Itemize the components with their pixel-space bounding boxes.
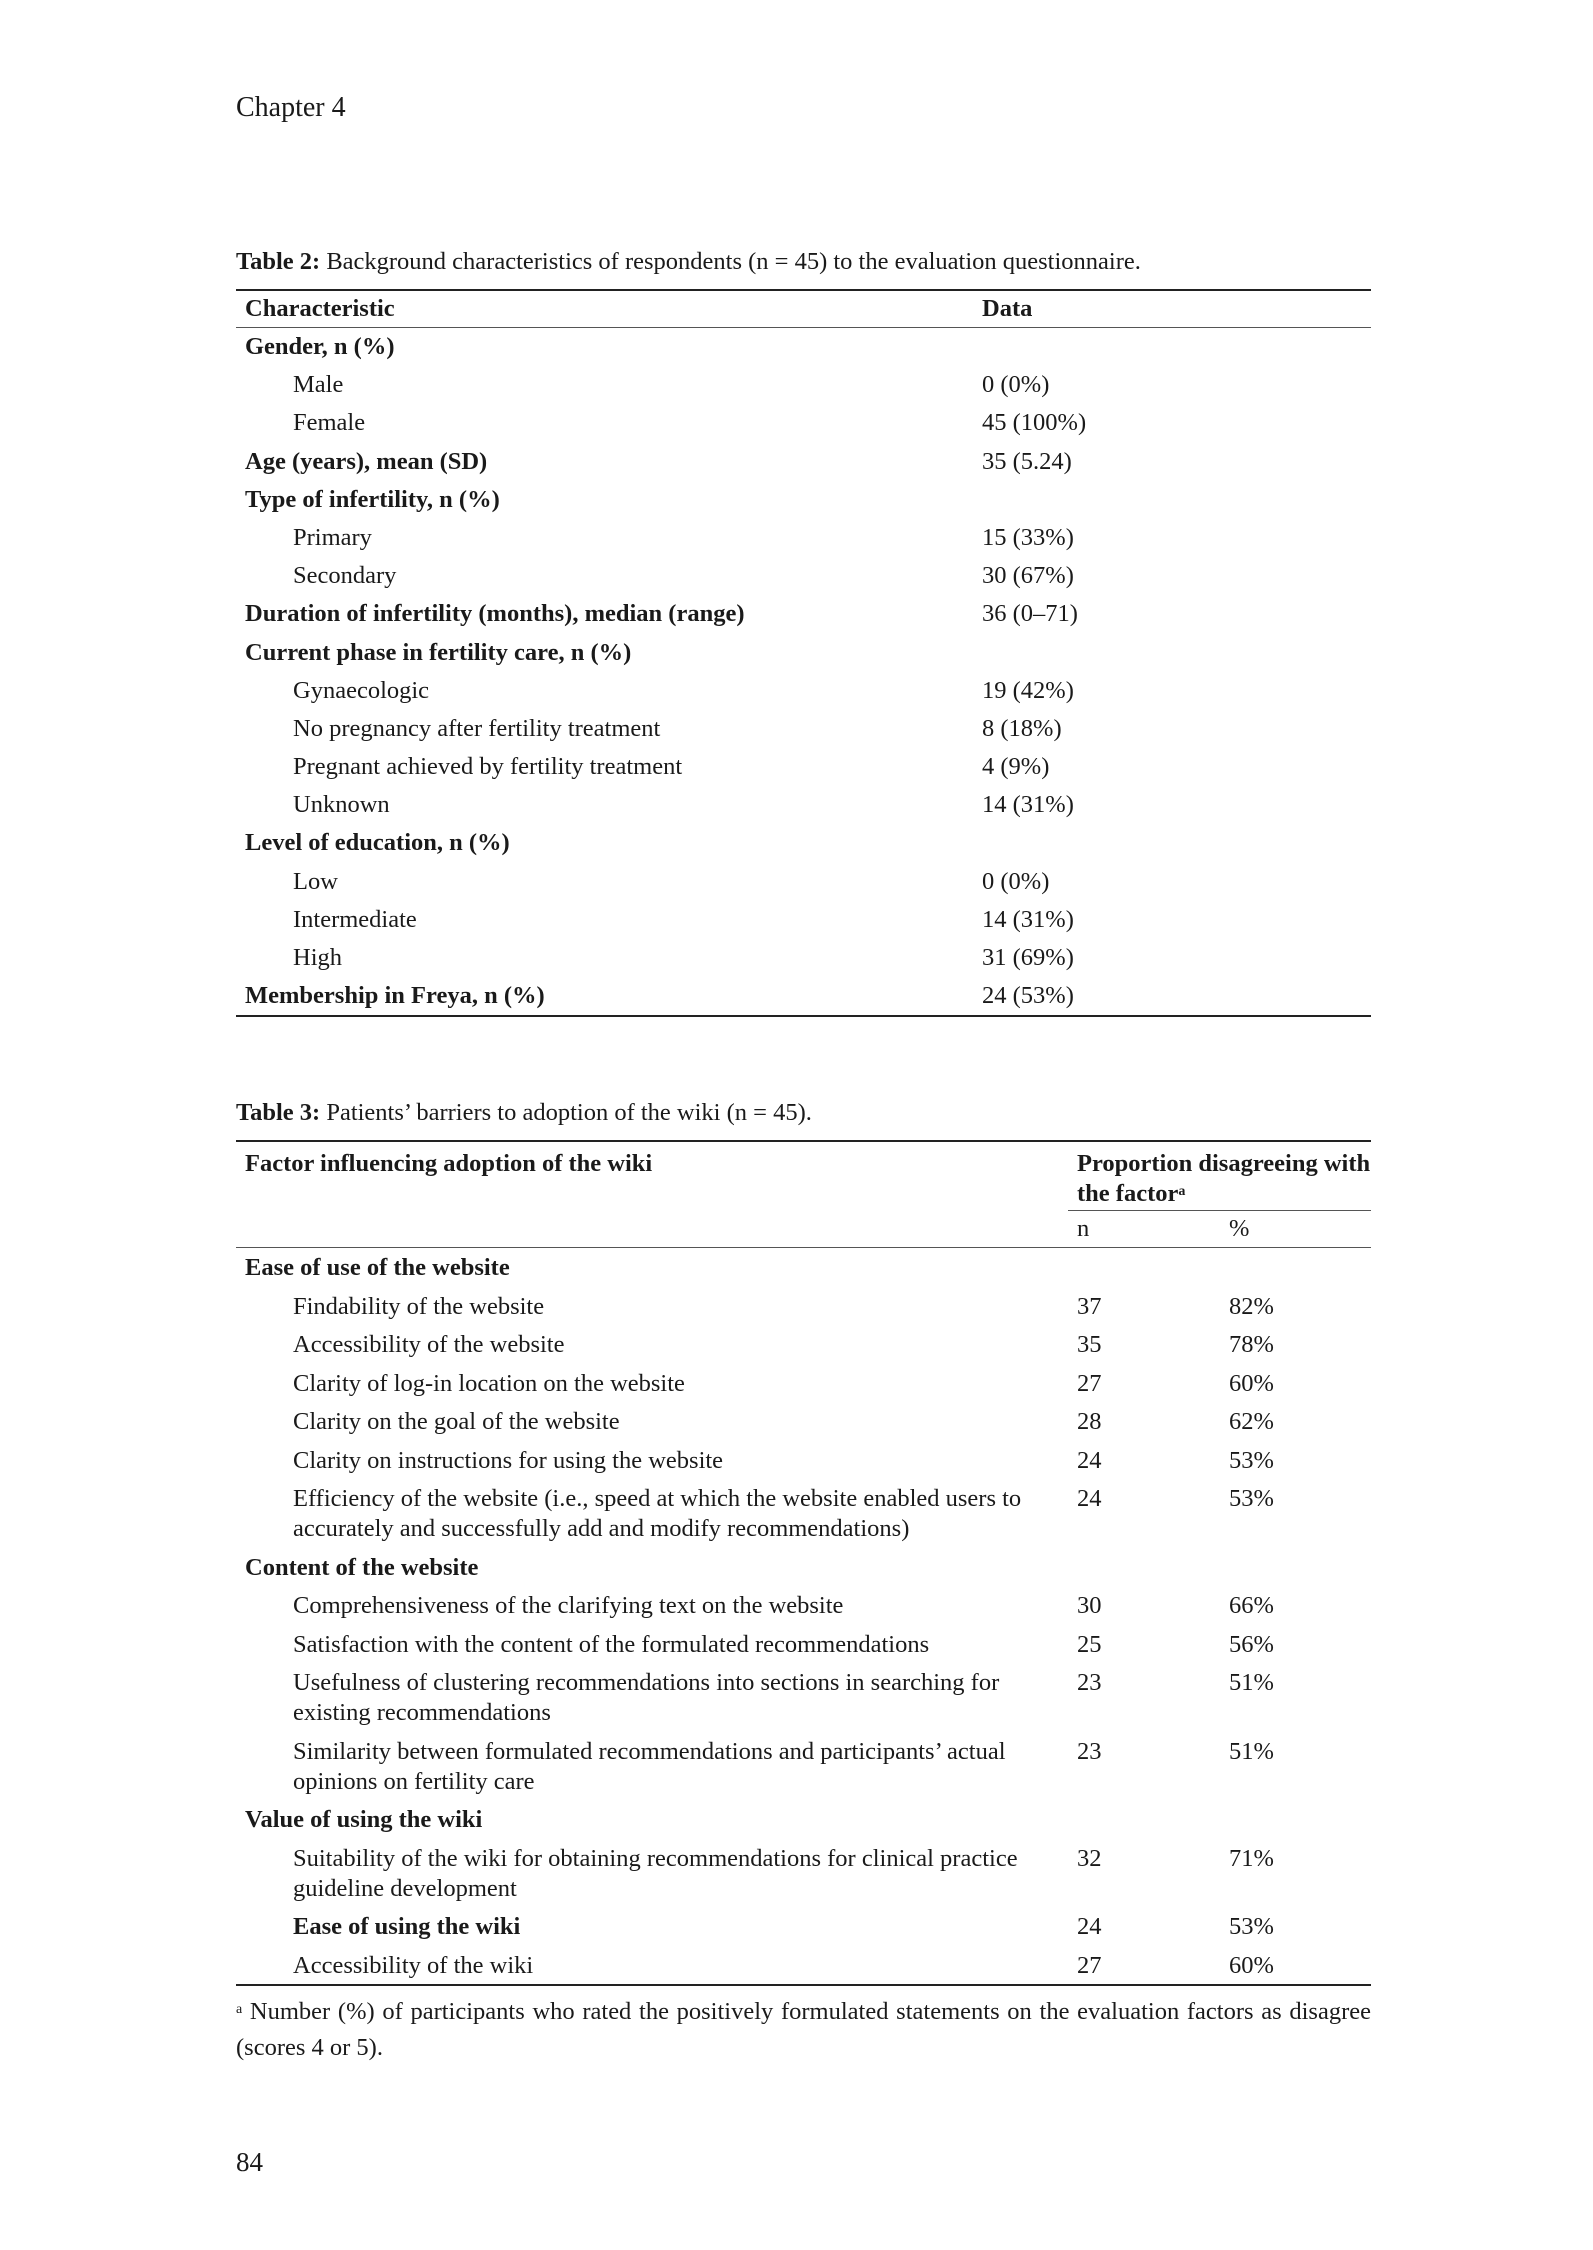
table2-row <box>236 519 1371 557</box>
table2-row <box>236 443 1371 481</box>
table2-row-value: 36 (0–71) <box>982 600 1078 628</box>
table3-row-n: 28 <box>1077 1408 1102 1435</box>
table3-row-label: Content of the website <box>245 1553 479 1581</box>
table3-row-n: 24 <box>1077 1446 1102 1474</box>
table2-row-value <box>973 634 1371 672</box>
table3-row-label: Suitability of the wiki for obtaining recommendations for clinical practice guideline development <box>293 1844 1018 1902</box>
table3-row-percent: 51% <box>1229 1737 1274 1765</box>
table2-row-label: Gender, n (%) <box>245 333 395 360</box>
table2-row-label: Duration of infertility (months), median (range) <box>245 600 745 628</box>
table3-row-percent: 78% <box>1229 1331 1274 1358</box>
table2-row-label: Intermediate <box>293 905 417 933</box>
table3-row <box>236 1732 1371 1801</box>
table2-header-data: Data <box>973 290 1371 328</box>
table3-row-n: 27 <box>1077 1369 1102 1397</box>
table2-row-label: Membership in Freya, n (%) <box>245 982 545 1010</box>
footnote-mark: a <box>236 2002 243 2017</box>
table3-row <box>236 1364 1371 1403</box>
table3 <box>236 1140 1371 1986</box>
table3-row-percent <box>1220 1548 1371 1587</box>
table3-row <box>236 1663 1371 1732</box>
table3-row-label: Accessibility of the wiki <box>293 1951 534 1979</box>
table3-row-n: 24 <box>1077 1913 1102 1940</box>
table3-row <box>236 1248 1371 1287</box>
table3-row <box>236 1946 1371 1986</box>
table3-row <box>236 1586 1371 1625</box>
table2-row <box>236 863 1371 901</box>
table2-row-value: 0 (0%) <box>982 867 1050 895</box>
table3-label: Table 3: <box>236 1099 321 1126</box>
table3-row-percent <box>1220 1248 1371 1287</box>
table3-row-n: 37 <box>1077 1292 1102 1320</box>
table3-row-label: Value of using the wiki <box>245 1806 483 1833</box>
table3-row-percent: 71% <box>1229 1844 1274 1872</box>
table2-row-value: 14 (31%) <box>982 905 1074 933</box>
table3-row-label: Efficiency of the website (i.e., speed at which the website enabled users to accurately and successfully add and modify recommendations) <box>293 1485 1022 1542</box>
table3-row-percent: 53% <box>1229 1485 1274 1512</box>
table3-body <box>236 1248 1371 1986</box>
table2-row-value: 15 (33%) <box>982 523 1074 551</box>
table3-row <box>236 1839 1371 1908</box>
table3-row-n: 24 <box>1077 1485 1102 1512</box>
table3-row-n: 23 <box>1077 1737 1102 1765</box>
table2-row-value <box>973 328 1371 367</box>
table2-row <box>236 366 1371 404</box>
table2-row-value: 4 (9%) <box>982 753 1050 781</box>
table3-row-percent: 66% <box>1229 1592 1274 1619</box>
table3-row-label: Usefulness of clustering recommendations into sections in searching for existing recommendations <box>293 1669 1000 1726</box>
table3-header-factor: Factor influencing adoption of the wiki <box>245 1150 653 1177</box>
table2-row-value <box>973 824 1371 862</box>
table2-row <box>236 748 1371 786</box>
table2-row-value: 24 (53%) <box>982 982 1074 1010</box>
table2-row-value: 35 (5.24) <box>982 447 1072 475</box>
table3-row-percent: 62% <box>1229 1408 1274 1435</box>
table2-row-value <box>973 481 1371 519</box>
table2-row <box>236 824 1371 862</box>
table3-row-n <box>1068 1800 1220 1839</box>
table3-row-label: Ease of using the wiki <box>293 1913 521 1940</box>
table2-row <box>236 977 1371 1016</box>
table2-row-label: Female <box>293 409 366 437</box>
page-number: 84 <box>236 2147 263 2177</box>
table2-row-label: Gynaecologic <box>293 676 430 704</box>
table3-row-label: Clarity on the goal of the website <box>293 1408 620 1435</box>
table2 <box>236 289 1371 1017</box>
table2-row <box>236 939 1371 977</box>
table3-row-label: Clarity on instructions for using the website <box>293 1446 724 1474</box>
table3-header-footnote-mark: a <box>1178 1184 1186 1199</box>
table2-row-label: Unknown <box>293 791 390 819</box>
table2-row-label: Low <box>293 867 338 895</box>
table3-row-n: 23 <box>1077 1669 1102 1696</box>
table3-row <box>236 1479 1371 1548</box>
table2-row <box>236 672 1371 710</box>
table2-header-characteristic: Characteristic <box>236 290 973 328</box>
table3-row-n <box>1068 1248 1220 1287</box>
table2-row <box>236 710 1371 748</box>
table3-caption-text: Patients’ barriers to adoption of the wiki (n = 45). <box>320 1099 812 1126</box>
table3-row <box>236 1441 1371 1480</box>
table3-header-percent: % <box>1220 1211 1371 1248</box>
table3-row <box>236 1907 1371 1946</box>
table3-row <box>236 1402 1371 1441</box>
table2-row-label: Current phase in fertility care, n (%) <box>245 638 632 666</box>
table2-row-value: 45 (100%) <box>982 409 1087 437</box>
table3-row-percent: 51% <box>1229 1669 1274 1696</box>
table2-row-label: No pregnancy after fertility treatment <box>293 714 661 742</box>
table3-row-percent <box>1220 1800 1371 1839</box>
table3-row-label: Comprehensiveness of the clarifying text on the website <box>293 1592 844 1619</box>
table2-row-label: Primary <box>293 523 372 551</box>
table2-row-value: 31 (69%) <box>982 944 1074 971</box>
table3-header-proportion-text: Proportion disagreeing with the factor <box>1077 1150 1371 1207</box>
table3-row-n: 25 <box>1077 1630 1102 1658</box>
table2-row-label: Male <box>293 371 344 399</box>
table3-row-percent: 53% <box>1229 1913 1274 1940</box>
table3-row-n <box>1068 1548 1220 1587</box>
table3-row-percent: 60% <box>1229 1951 1274 1979</box>
table2-caption-text: Background characteristics of respondents (n = 45) to the evaluation questionnaire. <box>320 248 1141 275</box>
table2-row <box>236 557 1371 595</box>
table3-row-n: 27 <box>1077 1951 1102 1979</box>
table2-row-value: 19 (42%) <box>982 676 1074 704</box>
table2-row-label: Secondary <box>293 562 397 590</box>
table3-row <box>236 1625 1371 1664</box>
table2-row-value: 0 (0%) <box>982 371 1050 399</box>
table3-row <box>236 1325 1371 1364</box>
table3-row-label: Findability of the website <box>293 1292 545 1320</box>
table2-row-label: Pregnant achieved by fertility treatment <box>293 753 683 781</box>
table2-row-label: Level of education, n (%) <box>245 829 510 857</box>
table2-row <box>236 901 1371 939</box>
table3-header-proportion <box>1068 1141 1371 1211</box>
table3-row <box>236 1800 1371 1839</box>
table3-row-label: Ease of use of the website <box>245 1254 510 1281</box>
table3-row <box>236 1548 1371 1587</box>
table2-label: Table 2: <box>236 248 321 275</box>
table2-row <box>236 634 1371 672</box>
table2-row-value: 14 (31%) <box>982 791 1074 819</box>
table2-row <box>236 595 1371 633</box>
table2-row <box>236 786 1371 824</box>
table2-body <box>236 328 1371 1017</box>
table2-row-label: Type of infertility, n (%) <box>245 485 500 513</box>
table3-row <box>236 1287 1371 1326</box>
table3-row-percent: 56% <box>1229 1630 1274 1658</box>
table3-header-n: n <box>1068 1211 1220 1248</box>
table2-row-label: Age (years), mean (SD) <box>245 447 488 475</box>
table3-row-label: Similarity between formulated recommendations and participants’ actual opinions on fertility care <box>293 1737 1006 1795</box>
table2-row <box>236 404 1371 442</box>
table3-row-n: 32 <box>1077 1844 1102 1872</box>
table2-row <box>236 481 1371 519</box>
table3-row-percent: 82% <box>1229 1292 1274 1320</box>
running-header: Chapter 4 <box>236 92 346 123</box>
table2-caption <box>236 246 1141 278</box>
table2-row-label: High <box>293 944 342 971</box>
table3-header-blank <box>236 1211 1068 1248</box>
table3-row-n: 35 <box>1077 1331 1102 1358</box>
table3-row-label: Accessibility of the website <box>293 1331 565 1358</box>
table3-row-label: Satisfaction with the content of the formulated recommendations <box>293 1630 930 1658</box>
table2-row-value: 8 (18%) <box>982 714 1062 742</box>
table3-row-label: Clarity of log-in location on the website <box>293 1369 685 1397</box>
table3-footnote <box>236 1994 1371 2066</box>
table2-row <box>236 328 1371 367</box>
table3-row-percent: 60% <box>1229 1369 1274 1397</box>
footnote-text: Number (%) of participants who rated the positively formulated statements on the evaluation factors as disagree (scores 4 or 5). <box>236 1998 1371 2061</box>
table3-row-percent: 53% <box>1229 1446 1274 1474</box>
table2-row-value: 30 (67%) <box>982 562 1074 590</box>
table3-row-n: 30 <box>1077 1592 1102 1619</box>
table3-caption <box>236 1097 812 1129</box>
